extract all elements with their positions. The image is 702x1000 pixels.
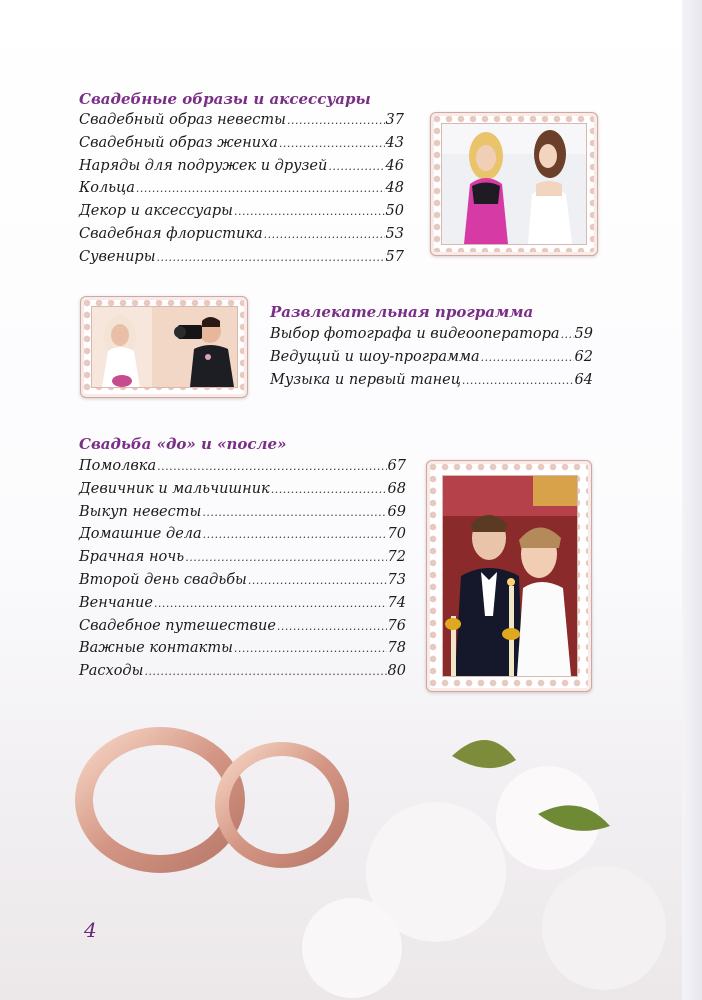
toc-entry-label: Сувениры xyxy=(79,248,156,265)
toc-entry-page: 70 xyxy=(387,526,406,543)
toc-entry[interactable] xyxy=(79,455,406,478)
toc-entry[interactable] xyxy=(79,246,404,269)
toc-entry-label: Брачная ночь xyxy=(79,549,185,566)
toc-entry-label: Свадебный образ жениха xyxy=(79,134,278,151)
toc-entry-label: Наряды для подружек и друзей xyxy=(79,157,328,174)
page-edge xyxy=(682,0,702,1000)
toc-entry-page: 72 xyxy=(387,549,406,566)
church-ceremony-image xyxy=(443,476,577,676)
photo-church-ceremony xyxy=(442,475,578,677)
toc-entry-page: 50 xyxy=(385,203,404,220)
toc-entry[interactable] xyxy=(270,346,593,369)
toc-entry-page: 68 xyxy=(387,480,406,497)
toc-entry-page: 69 xyxy=(387,503,406,520)
toc-leader-dots xyxy=(328,156,384,179)
section-title-entertainment: Развлекательная программа xyxy=(270,303,534,321)
toc-entry[interactable] xyxy=(79,615,406,638)
toc-entry-page: 80 xyxy=(387,663,406,680)
toc-entry-page: 67 xyxy=(387,458,406,474)
photo-frame-photographer xyxy=(80,296,248,398)
toc-leader-dots xyxy=(234,638,387,661)
toc-entry-page: 43 xyxy=(385,134,404,151)
toc-entry-page: 62 xyxy=(574,348,593,365)
rings-roses-illustration xyxy=(0,700,682,1000)
toc-entry-page: 59 xyxy=(574,326,593,342)
toc-entry[interactable] xyxy=(79,592,406,615)
toc-entry-page: 78 xyxy=(387,640,406,657)
toc-entry-label: Декор и аксессуары xyxy=(79,203,233,220)
toc-leader-dots xyxy=(481,347,574,370)
toc-entry[interactable] xyxy=(79,223,404,246)
page-number: 4 xyxy=(84,918,97,942)
toc-leader-dots xyxy=(185,547,386,570)
bridal-fitting-image xyxy=(442,124,586,244)
toc-entry[interactable] xyxy=(270,369,593,392)
toc-entry-label: Второй день свадьбы xyxy=(79,571,247,588)
toc-entry-page: 64 xyxy=(574,371,593,388)
toc-entry-page: 73 xyxy=(387,571,406,588)
toc-entry[interactable] xyxy=(270,323,593,346)
toc-entry[interactable] xyxy=(79,200,404,223)
toc-leader-dots xyxy=(248,570,387,593)
toc-leader-dots xyxy=(202,502,386,525)
toc-entry[interactable] xyxy=(79,637,406,660)
toc-leader-dots xyxy=(136,178,385,201)
toc-leader-dots xyxy=(287,110,385,133)
toc-entry-label: Свадебное путешествие xyxy=(79,617,276,634)
toc-leader-dots xyxy=(234,201,385,224)
toc-entry-page: 48 xyxy=(385,180,404,197)
toc-entry-label: Музыка и первый танец xyxy=(270,371,461,388)
section-title-before-after: Свадьба «до» и «после» xyxy=(79,435,287,453)
section-title-wedding-looks: Свадебные образы и аксессуары xyxy=(79,90,371,108)
toc-entry-label: Помолвка xyxy=(79,458,157,474)
toc-entry-label: Венчание xyxy=(79,594,153,611)
toc-entry-page: 53 xyxy=(385,225,404,242)
toc-entry-label: Выкуп невесты xyxy=(79,503,202,520)
toc-leader-dots xyxy=(462,370,574,393)
toc-list-before-after xyxy=(79,455,406,683)
toc-list-entertainment xyxy=(270,323,593,391)
photo-frame-bridal-fitting xyxy=(430,112,598,256)
toc-entry[interactable] xyxy=(79,501,406,524)
toc-leader-dots xyxy=(203,524,387,547)
toc-entry-page: 74 xyxy=(387,594,406,611)
toc-leader-dots xyxy=(561,324,574,347)
toc-entry-label: Важные контакты xyxy=(79,640,233,657)
photo-photographer xyxy=(91,306,238,388)
toc-entry-label: Кольца xyxy=(79,180,135,197)
toc-entry-label: Свадебная флористика xyxy=(79,225,263,242)
toc-entry-label: Расходы xyxy=(79,663,144,680)
toc-entry[interactable] xyxy=(79,660,406,683)
toc-entry-label: Девичник и мальчишник xyxy=(79,480,270,497)
toc-entry[interactable] xyxy=(79,546,406,569)
toc-entry-label: Выбор фотографа и видеооператора xyxy=(270,326,560,342)
toc-leader-dots xyxy=(144,661,386,684)
toc-entry-page: 37 xyxy=(385,112,404,128)
toc-entry-page: 76 xyxy=(387,617,406,634)
photo-bridal-fitting xyxy=(441,123,587,245)
toc-leader-dots xyxy=(154,593,387,616)
toc-entry[interactable] xyxy=(79,569,406,592)
toc-leader-dots xyxy=(264,224,385,247)
toc-entry[interactable] xyxy=(79,177,404,200)
toc-entry[interactable] xyxy=(79,478,406,501)
toc-entry-label: Свадебный образ невесты xyxy=(79,112,286,128)
toc-entry-page: 57 xyxy=(385,248,404,265)
toc-leader-dots xyxy=(271,479,387,502)
toc-leader-dots xyxy=(157,456,386,479)
toc-entry[interactable] xyxy=(79,155,404,178)
toc-entry[interactable] xyxy=(79,109,404,132)
photographer-image xyxy=(92,307,237,387)
toc-list-wedding-looks xyxy=(79,109,404,269)
toc-entry[interactable] xyxy=(79,132,404,155)
toc-entry-label: Домашние дела xyxy=(79,526,202,543)
toc-entry-label: Ведущий и шоу-программа xyxy=(270,348,480,365)
toc-entry-page: 46 xyxy=(385,157,404,174)
toc-entry[interactable] xyxy=(79,523,406,546)
toc-leader-dots xyxy=(277,616,387,639)
photo-frame-church-ceremony xyxy=(426,460,592,692)
toc-leader-dots xyxy=(157,247,385,270)
toc-leader-dots xyxy=(279,133,385,156)
